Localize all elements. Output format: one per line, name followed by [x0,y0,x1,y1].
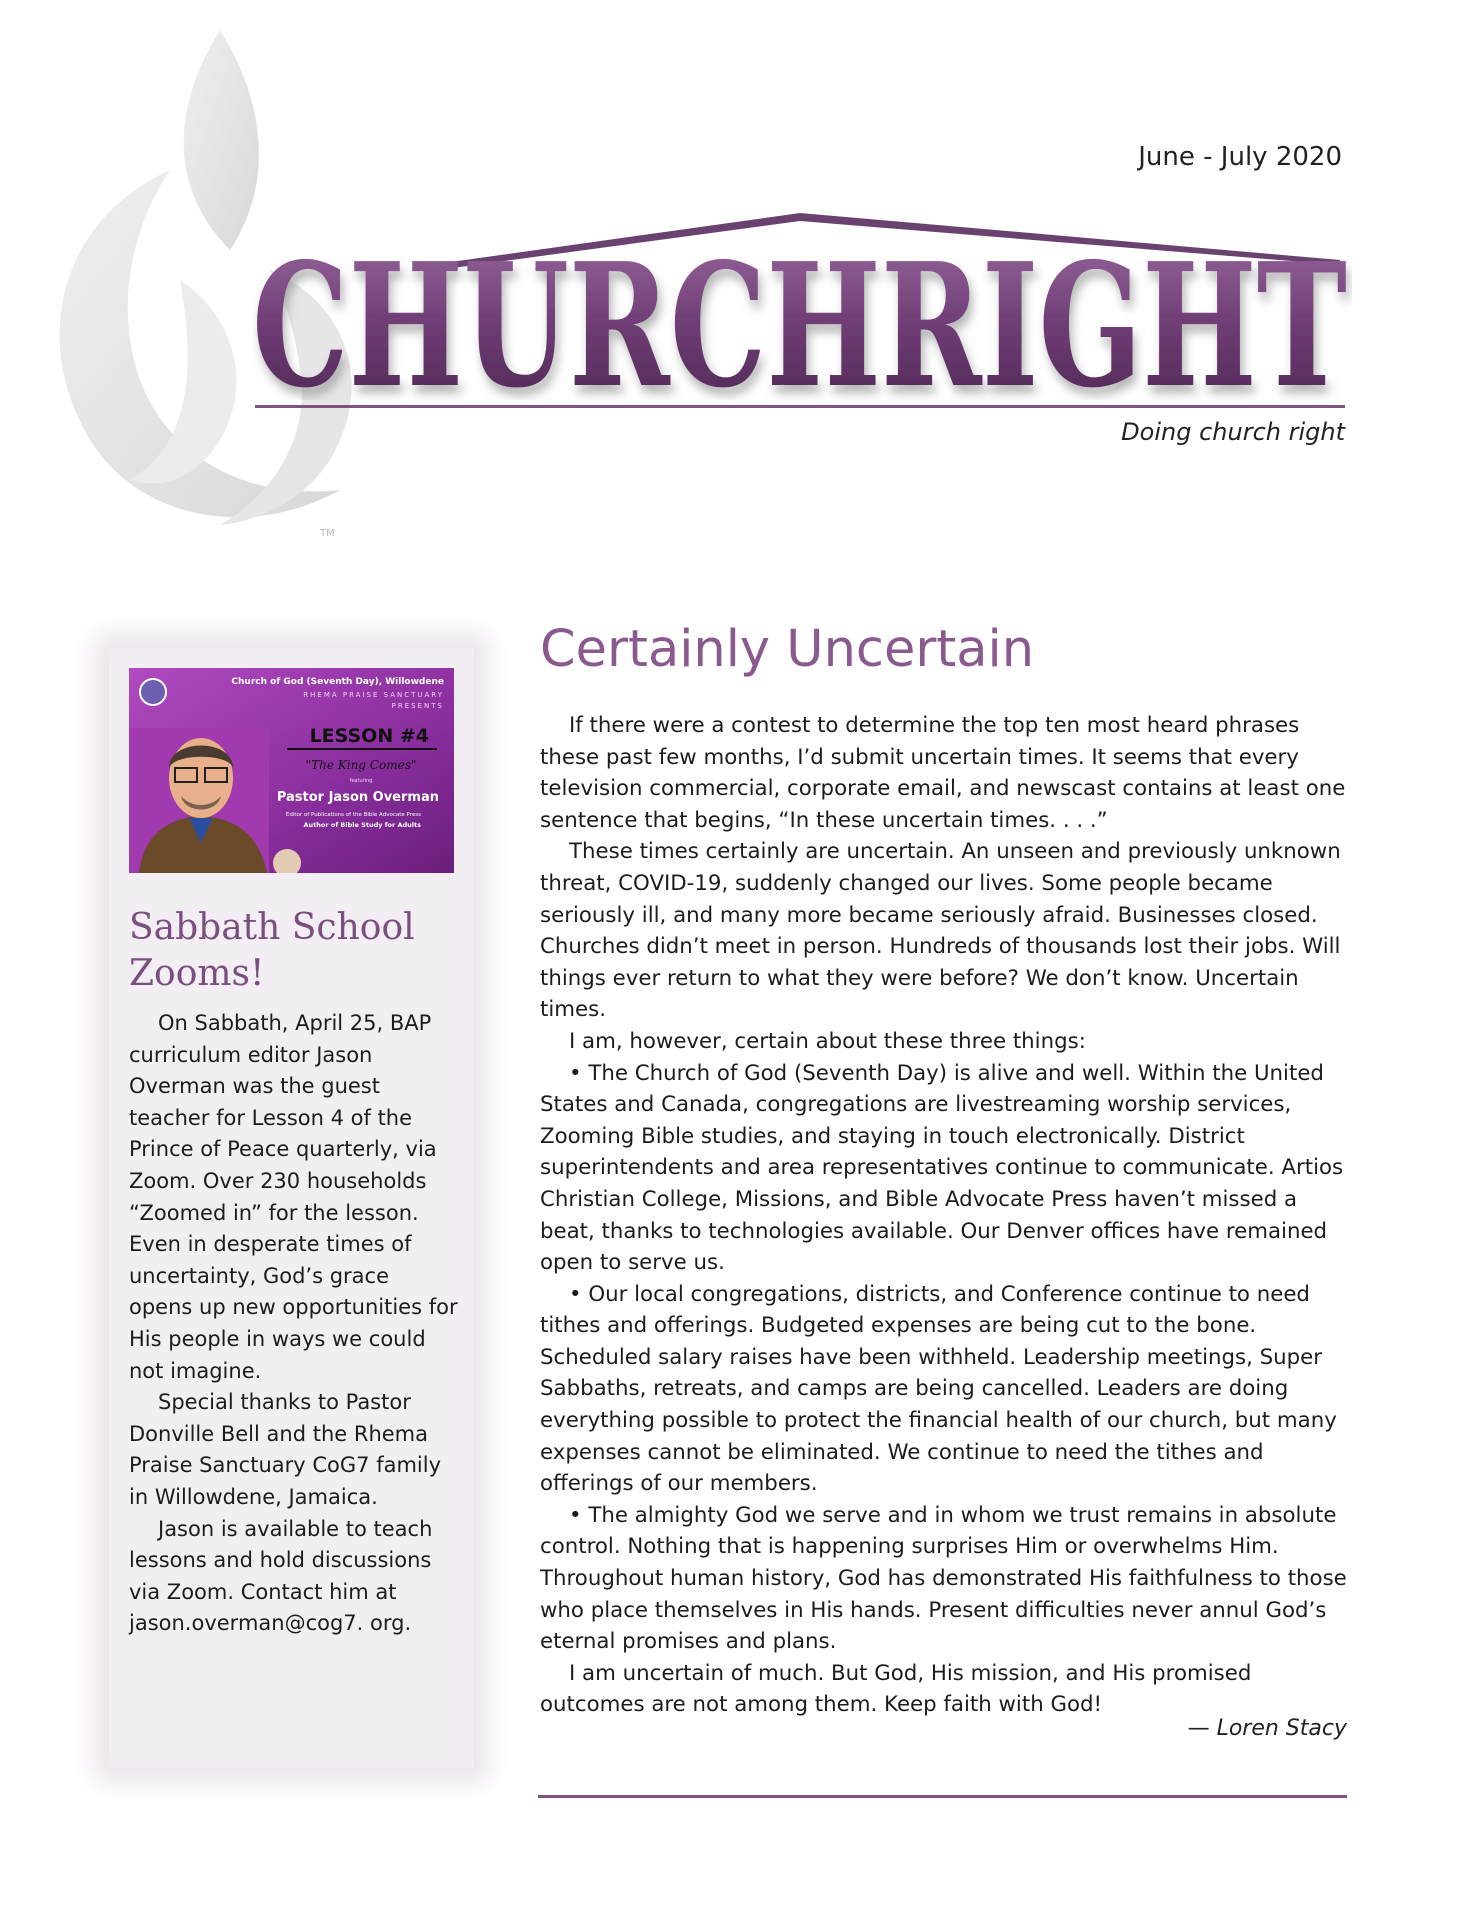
article-body [540,710,1347,1721]
article-paragraph: If there were a contest to determine the top ten most heard phrases these past few months, I’d submit uncertain times. It seems that every television commercial, corporate email, and newscast contains at least one sentence that begins, “In these uncertain times. . . .” [540,713,1346,833]
article-paragraph: I am, however, certain about these three things: [569,1028,1086,1054]
article-byline: — Loren Stacy [1187,1716,1347,1741]
article-paragraph: • The Church of God (Seventh Day) is alive and well. Within the United States and Canada, congregations are livestreaming worship services, Zooming Bible studies, and staying in touch electronically. District superintendents and area representatives continue to communicate. Artios Christian College, Missions, and Bible Advocate Press haven’t missed a beat, thanks to technologies available. Our Denver offices have remained open to serve us. [540,1060,1344,1276]
article-paragraph: • The almighty God we serve and in whom we trust remains in absolute control. Nothing that is happening surprises Him or overwhelms Him. Throughout human history, God has demonstrated His faithfulness to those who place themselves in His hands. Present difficulties never annul God’s eternal promises and plans. [540,1502,1347,1655]
promo-role-1: Editor of Publications of the Bible Advocate Press [285,812,421,818]
trademark-mark: TM [320,528,335,539]
promo-featuring: featuring [349,778,373,784]
pastor-portrait [129,728,269,873]
sidebar-body [129,1008,459,1640]
article-paragraph: I am uncertain of much. But God, His mission, and His promised outcomes are not among them. Keep faith with God! [540,1660,1252,1718]
article-paragraph: • Our local congregations, districts, and Conference continue to need tithes and offerings. Budgeted expenses are being cut to the bone. Scheduled salary raises have been withheld. Leadership meetings, Super Sabbaths, retreats, and camps are being cancelled. Leaders are doing everything possible to protect the financial health of our church, but many expenses cannot be eliminated. We continue to need the tithes and offerings of our members. [540,1281,1337,1497]
sidebar-paragraph: Jason is available to teach lessons and hold discussions via Zoom. Contact him at jason.overman@cog7. org. [129,1516,433,1636]
tagline: Doing church right [1121,418,1345,446]
promo-role-2: Author of Bible Study for Adults [303,821,421,829]
promo-org-line: Church of God (Seventh Day), Willowdene [231,677,444,687]
promo-lesson-number: LESSON #4 [309,725,429,747]
sidebar-paragraph: Special thanks to Pastor Donville Bell and the Rhema Praise Sanctuary CoG7 family in Willowdene, Jamaica. [129,1390,442,1509]
church-logo-icon [140,679,166,705]
masthead-title: CHURCHRIGHT [252,226,1347,400]
masthead-rule [255,405,1345,408]
promo-pastor-name: Pastor Jason Overman [276,790,439,805]
bottom-rule [538,1795,1347,1798]
lesson-promo-image [129,668,454,873]
sidebar-paragraph: On Sabbath, April 25, BAP curriculum editor Jason Overman was the guest teacher for Lesson 4 of the Prince of Peace quarterly, via Zoom. Over 230 households “Zoomed in” for the lesson. Even in desperate times of uncertainty, God’s grace opens up new opportunities for His people in ways we could not imagine. [129,1011,458,1383]
promo-lesson-underline [287,748,437,750]
issue-date: June - July 2020 [1138,142,1342,172]
promo-sub-line: RHEMA PRAISE SANCTUARY [303,691,444,699]
promo-lesson-title: "The King Comes" [305,758,417,772]
article-paragraph: These times certainly are uncertain. An unseen and previously unknown threat, COVID-19, suddenly changed our lives. Some people became seriously ill, and many more became seriously afraid. Businesses closed. Churches didn’t meet in person. Hundreds of thousands lost their jobs. Will things ever return to what they were before? We don’t know. Uncertain times. [540,839,1341,1023]
article-title: Certainly Uncertain [540,620,1035,679]
sidebar-title: Sabbath School Zooms! [129,907,415,994]
masthead-logo [252,220,1352,400]
promo-presents: PRESENTS [391,702,444,710]
